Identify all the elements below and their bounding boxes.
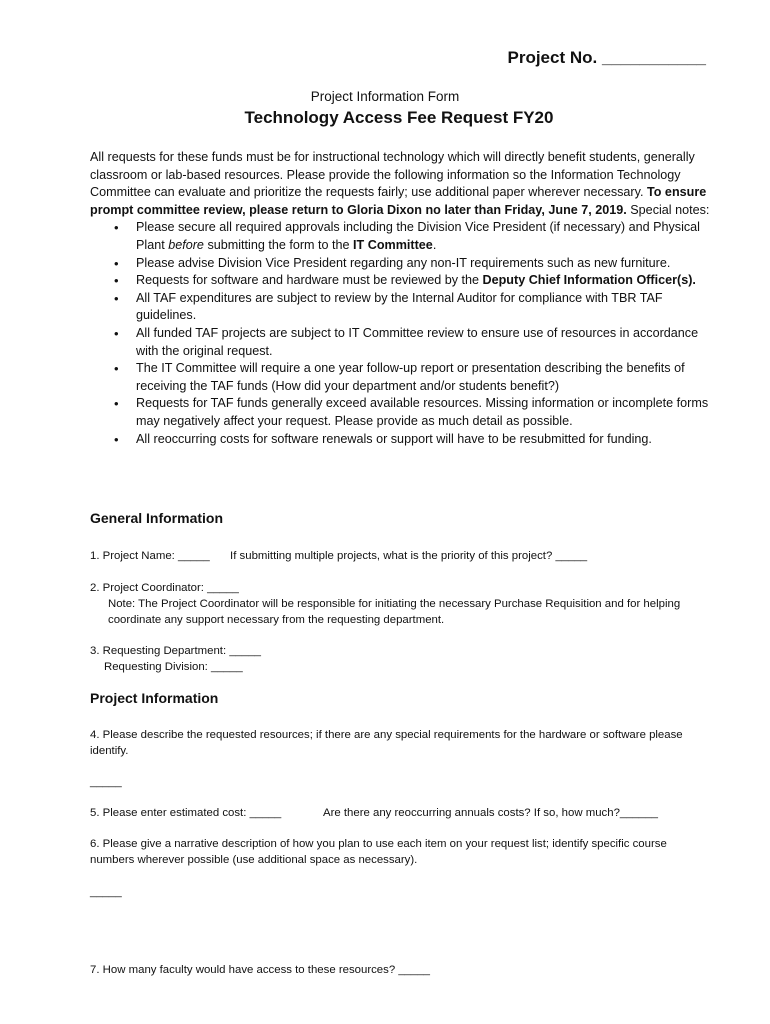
list-item: • All funded TAF projects are subject to IT Committee review to ensure use of resources in accordance with the original request. — [136, 325, 710, 360]
recurring-cost-field[interactable]: ______ — [619, 807, 658, 819]
question-5: 5. Please enter estimated cost: _____ Are there any reoccurring annuals costs? If so, how much?______ — [90, 807, 658, 819]
coordinator-note: Note: The Project Coordinator will be responsible for initiating the necessary Purchase Requisition and for helping coordinate any support necessary from the requesting department. — [108, 598, 681, 626]
question-6-answer-field[interactable]: _____ — [90, 886, 122, 898]
list-item: • Please secure all required approvals including the Division Vice President (if necessary) and Physical Plant before submitting the form to the IT Committee. — [136, 219, 710, 254]
requesting-division-field[interactable]: _____ — [211, 661, 243, 673]
project-information-heading: Project Information — [90, 690, 219, 706]
list-item: • All reoccurring costs for software renewals or support will have to be resubmitted for funding. — [136, 431, 710, 449]
list-item: • Requests for TAF funds generally exceed available resources. Missing information or incomplete forms may negatively affect your request. Please provide as much detail as possible. — [136, 395, 710, 430]
intro-section — [90, 149, 710, 448]
question-7: 7. How many faculty would have access to these resources? _____ — [90, 964, 431, 976]
form-title: Technology Access Fee Request FY20 — [244, 108, 554, 127]
question-2: 2. Project Coordinator: _____ Note: The Project Coordinator will be responsible for initiating the necessary Purchase Requisition and for helping coordinate any support necessary from the requesting department. — [90, 580, 702, 628]
list-item: • Please advise Division Vice President regarding any non-IT requirements such as new furniture. — [136, 255, 710, 273]
faculty-access-field[interactable]: _____ — [398, 964, 431, 976]
intro-paragraph: All requests for these funds must be for instructional technology which will directly benefit students, generally classroom or lab-based resources. Please provide the following information so the Information Technology Committee can evaluate and prioritize the requests fairly; use additional paper wherever necessary. To ensure prompt committee review, please return to Gloria Dixon no later than Friday, June 7, 2019. Special notes: — [90, 150, 710, 217]
list-item: • All TAF expenditures are subject to review by the Internal Auditor for compliance with TBR TAF guidelines. — [136, 290, 710, 325]
form-subtitle: Project Information Form — [310, 89, 460, 104]
question-6: 6. Please give a narrative description of how you plan to use each item on your request list; identify specific course numbers wherever possible (use additional space as necessary). — [90, 838, 667, 866]
deadline-notice: To ensure prompt committee review, please return to Gloria Dixon no later than Friday, June 7, 2019. — [90, 185, 707, 217]
general-information-heading: General Information — [90, 510, 224, 526]
project-number-blank[interactable]: ___________ — [601, 48, 706, 67]
question-1: 1. Project Name: _____ If submitting multiple projects, what is the priority of this project? _____ — [90, 550, 588, 562]
question-4: 4. Please describe the requested resources; if there are any special requirements for the hardware or software please identify. — [90, 729, 683, 757]
question-3: 3. Requesting Department: _____ Requesting Division: _____ — [90, 645, 261, 673]
estimated-cost-field[interactable]: _____ — [249, 807, 282, 819]
project-name-field[interactable]: _____ — [178, 550, 210, 562]
project-priority-field[interactable]: _____ — [555, 550, 588, 562]
special-notes-list — [90, 219, 710, 448]
project-number — [508, 48, 707, 68]
project-number-label: Project No. — [507, 48, 598, 67]
question-4-answer-field[interactable]: _____ — [90, 776, 122, 788]
requesting-department-field[interactable]: _____ — [229, 645, 261, 657]
project-coordinator-field[interactable]: _____ — [207, 582, 239, 594]
list-item: • The IT Committee will require a one year follow-up report or presentation describing the benefits of receiving the TAF funds (How did your department and/or students benefit?) — [136, 360, 710, 395]
list-item: • Requests for software and hardware must be reviewed by the Deputy Chief Information Officer(s). — [136, 272, 710, 290]
